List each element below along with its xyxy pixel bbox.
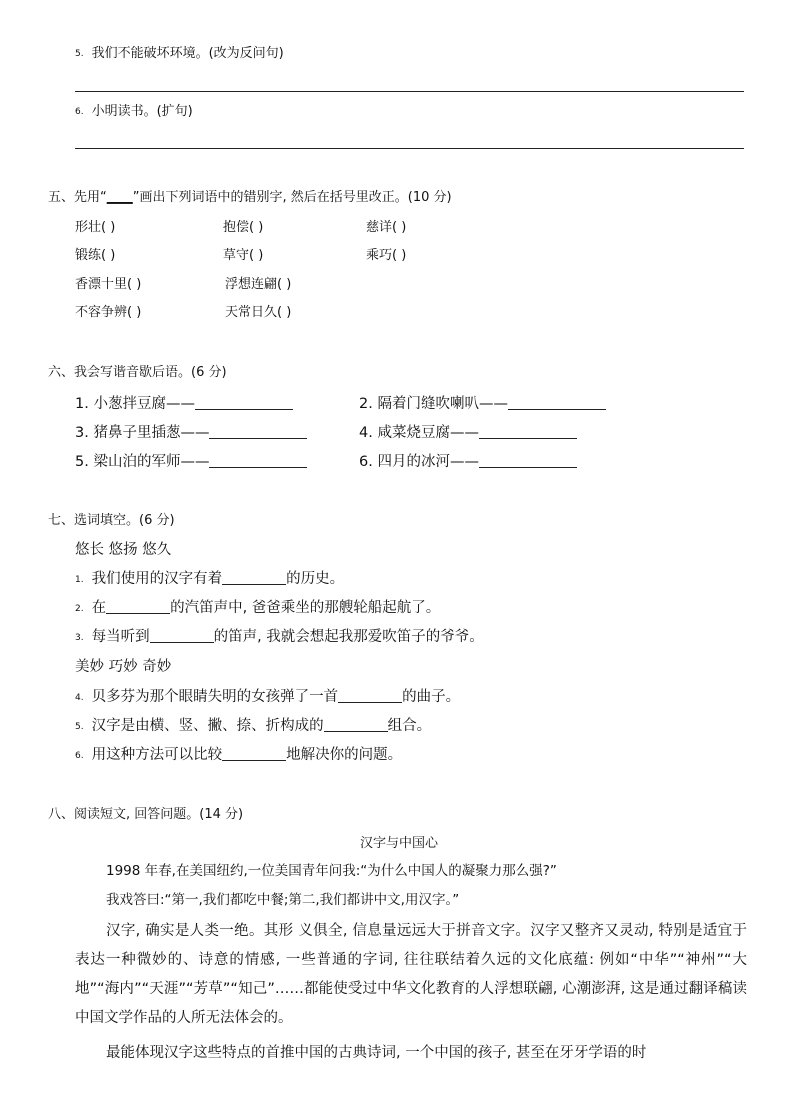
article-paragraph-1: 1998 年春,在美国纽约,一位美国青年问我:“为什么中国人的凝聚力那么强?” (106, 863, 557, 879)
word-row-3 (75, 276, 291, 294)
answer-blank[interactable] (209, 467, 307, 468)
item-text: 汉字是由横、竖、撇、捺、折构成的 (91, 718, 324, 734)
answer-blank[interactable] (195, 409, 293, 410)
article-paragraph-2: 我戏答曰:“第一,我们都吃中餐;第二,我们都讲中文,用汉字。” (106, 892, 460, 908)
section-7-title: 七、选词填空。(6 分) (48, 513, 175, 528)
item-number: 5. (75, 722, 84, 732)
item-number: 4. (75, 693, 84, 703)
answer-blank[interactable] (222, 760, 286, 761)
answer-blank[interactable] (106, 613, 170, 614)
fill-item-6 (75, 746, 402, 765)
section-6-title: 六、我会写谐音歇后语。(6 分) (48, 365, 227, 380)
fill-item-3 (75, 628, 484, 647)
word-item: 乘巧( ) (366, 248, 407, 263)
section-5-title (48, 189, 452, 207)
item-text: 小明读书。(扩句) (91, 104, 193, 119)
fill-item-4 (75, 688, 460, 707)
answer-line[interactable] (75, 91, 744, 92)
xiehouyu-item-5 (75, 453, 307, 471)
item-text: 的笛声, 我就会想起我那爱吹笛子的爷爷。 (213, 629, 484, 645)
sentence-item-6 (75, 103, 193, 121)
item-number: 1. (75, 575, 84, 585)
answer-blank[interactable] (338, 702, 402, 703)
article-paragraph-3: 汉字, 确实是人类一绝。其形 义俱全, 信息量远远大于拼音文字。汉字又整齐又灵动, 特别是适宜于表达一种微妙的、诗意的情感, 一些普通的字词, 往往联结着久远的文化底蕴: 例如“中华”“神州”“大地”“海内”“天涯”“芳草”“知己”……都能使受过中华文化教育的人浮想联翩, 心潮澎湃, 这是通过翻译稿读中国文学作品的人所无法体会的。 (75, 923, 747, 1026)
item-text: 组合。 (387, 718, 432, 734)
word-item: 天常日久( ) (225, 305, 292, 320)
item-number: 2. (75, 604, 84, 614)
title-text: ”画出下列词语中的错别字, 然后在括号里改正。(10 分) (132, 190, 452, 205)
item-number: 6. (75, 107, 84, 117)
title-text: 五、先用“ (48, 190, 107, 205)
word-item: 慈详( ) (366, 220, 407, 235)
item-text: 4. 咸菜烧豆腐—— (359, 425, 479, 441)
sentence-item-5 (75, 45, 284, 63)
xiehouyu-item-6 (359, 453, 577, 471)
word-item: 抱偿( ) (223, 220, 264, 235)
item-text: 的曲子。 (402, 689, 461, 705)
word-row-1 (75, 219, 406, 237)
answer-blank[interactable] (222, 584, 286, 585)
answer-blank[interactable] (479, 467, 577, 468)
fill-item-5 (75, 717, 431, 736)
item-text: 3. 猪鼻子里插葱—— (75, 425, 210, 441)
word-row-4 (75, 304, 291, 322)
xiehouyu-item-4 (359, 424, 577, 442)
answer-line[interactable] (75, 148, 744, 149)
word-item: 锻练( ) (75, 248, 116, 263)
item-text: 1. 小葱拌豆腐—— (75, 396, 195, 412)
section-8-title: 八、阅读短文, 回答问题。(14 分) (48, 807, 244, 822)
article-paragraph-4: 最能体现汉字这些特点的首推中国的古典诗词, 一个中国的孩子, 甚至在牙牙学语的时 (106, 1045, 647, 1061)
word-choices-2: 美妙 巧妙 奇妙 (75, 659, 172, 675)
item-text: 贝多芬为那个眼睛失明的女孩弹了一首 (91, 689, 339, 705)
item-text: 地解决你的问题。 (286, 747, 403, 763)
word-item: 不容争辨( ) (75, 305, 142, 320)
word-choices-1: 悠长 悠扬 悠久 (75, 542, 172, 558)
title-blank: ____ (106, 190, 133, 205)
answer-blank[interactable] (479, 438, 577, 439)
word-item: 形壮( ) (75, 220, 116, 235)
item-text: 每当听到 (91, 629, 150, 645)
xiehouyu-item-2 (359, 395, 606, 413)
word-row-2 (75, 247, 406, 265)
item-text: 的历史。 (286, 571, 345, 587)
answer-blank[interactable] (209, 438, 307, 439)
item-text: 用这种方法可以比较 (91, 747, 223, 763)
item-text: 5. 梁山泊的军师—— (75, 454, 210, 470)
answer-blank[interactable] (150, 642, 214, 643)
word-item: 浮想连翩( ) (225, 277, 292, 292)
answer-blank[interactable] (324, 731, 388, 732)
item-text: 6. 四月的冰河—— (359, 454, 479, 470)
item-text: 2. 隔着门缝吹喇叭—— (359, 396, 508, 412)
word-item: 草守( ) (223, 248, 264, 263)
article-title: 汉字与中国心 (360, 836, 439, 851)
item-text: 的汽笛声中, 爸爸乘坐的那艘轮船起航了。 (170, 600, 441, 616)
item-number: 3. (75, 633, 84, 643)
xiehouyu-item-1 (75, 395, 293, 413)
item-text: 我们使用的汉字有着 (91, 571, 223, 587)
word-item: 香漂十里( ) (75, 277, 142, 292)
xiehouyu-item-3 (75, 424, 307, 442)
item-text: 在 (91, 600, 107, 616)
item-text: 我们不能破坏环境。(改为反问句) (91, 46, 284, 61)
item-number: 6. (75, 751, 84, 761)
answer-blank[interactable] (508, 409, 606, 410)
fill-item-2 (75, 599, 440, 618)
fill-item-1 (75, 570, 344, 589)
item-number: 5. (75, 49, 84, 59)
